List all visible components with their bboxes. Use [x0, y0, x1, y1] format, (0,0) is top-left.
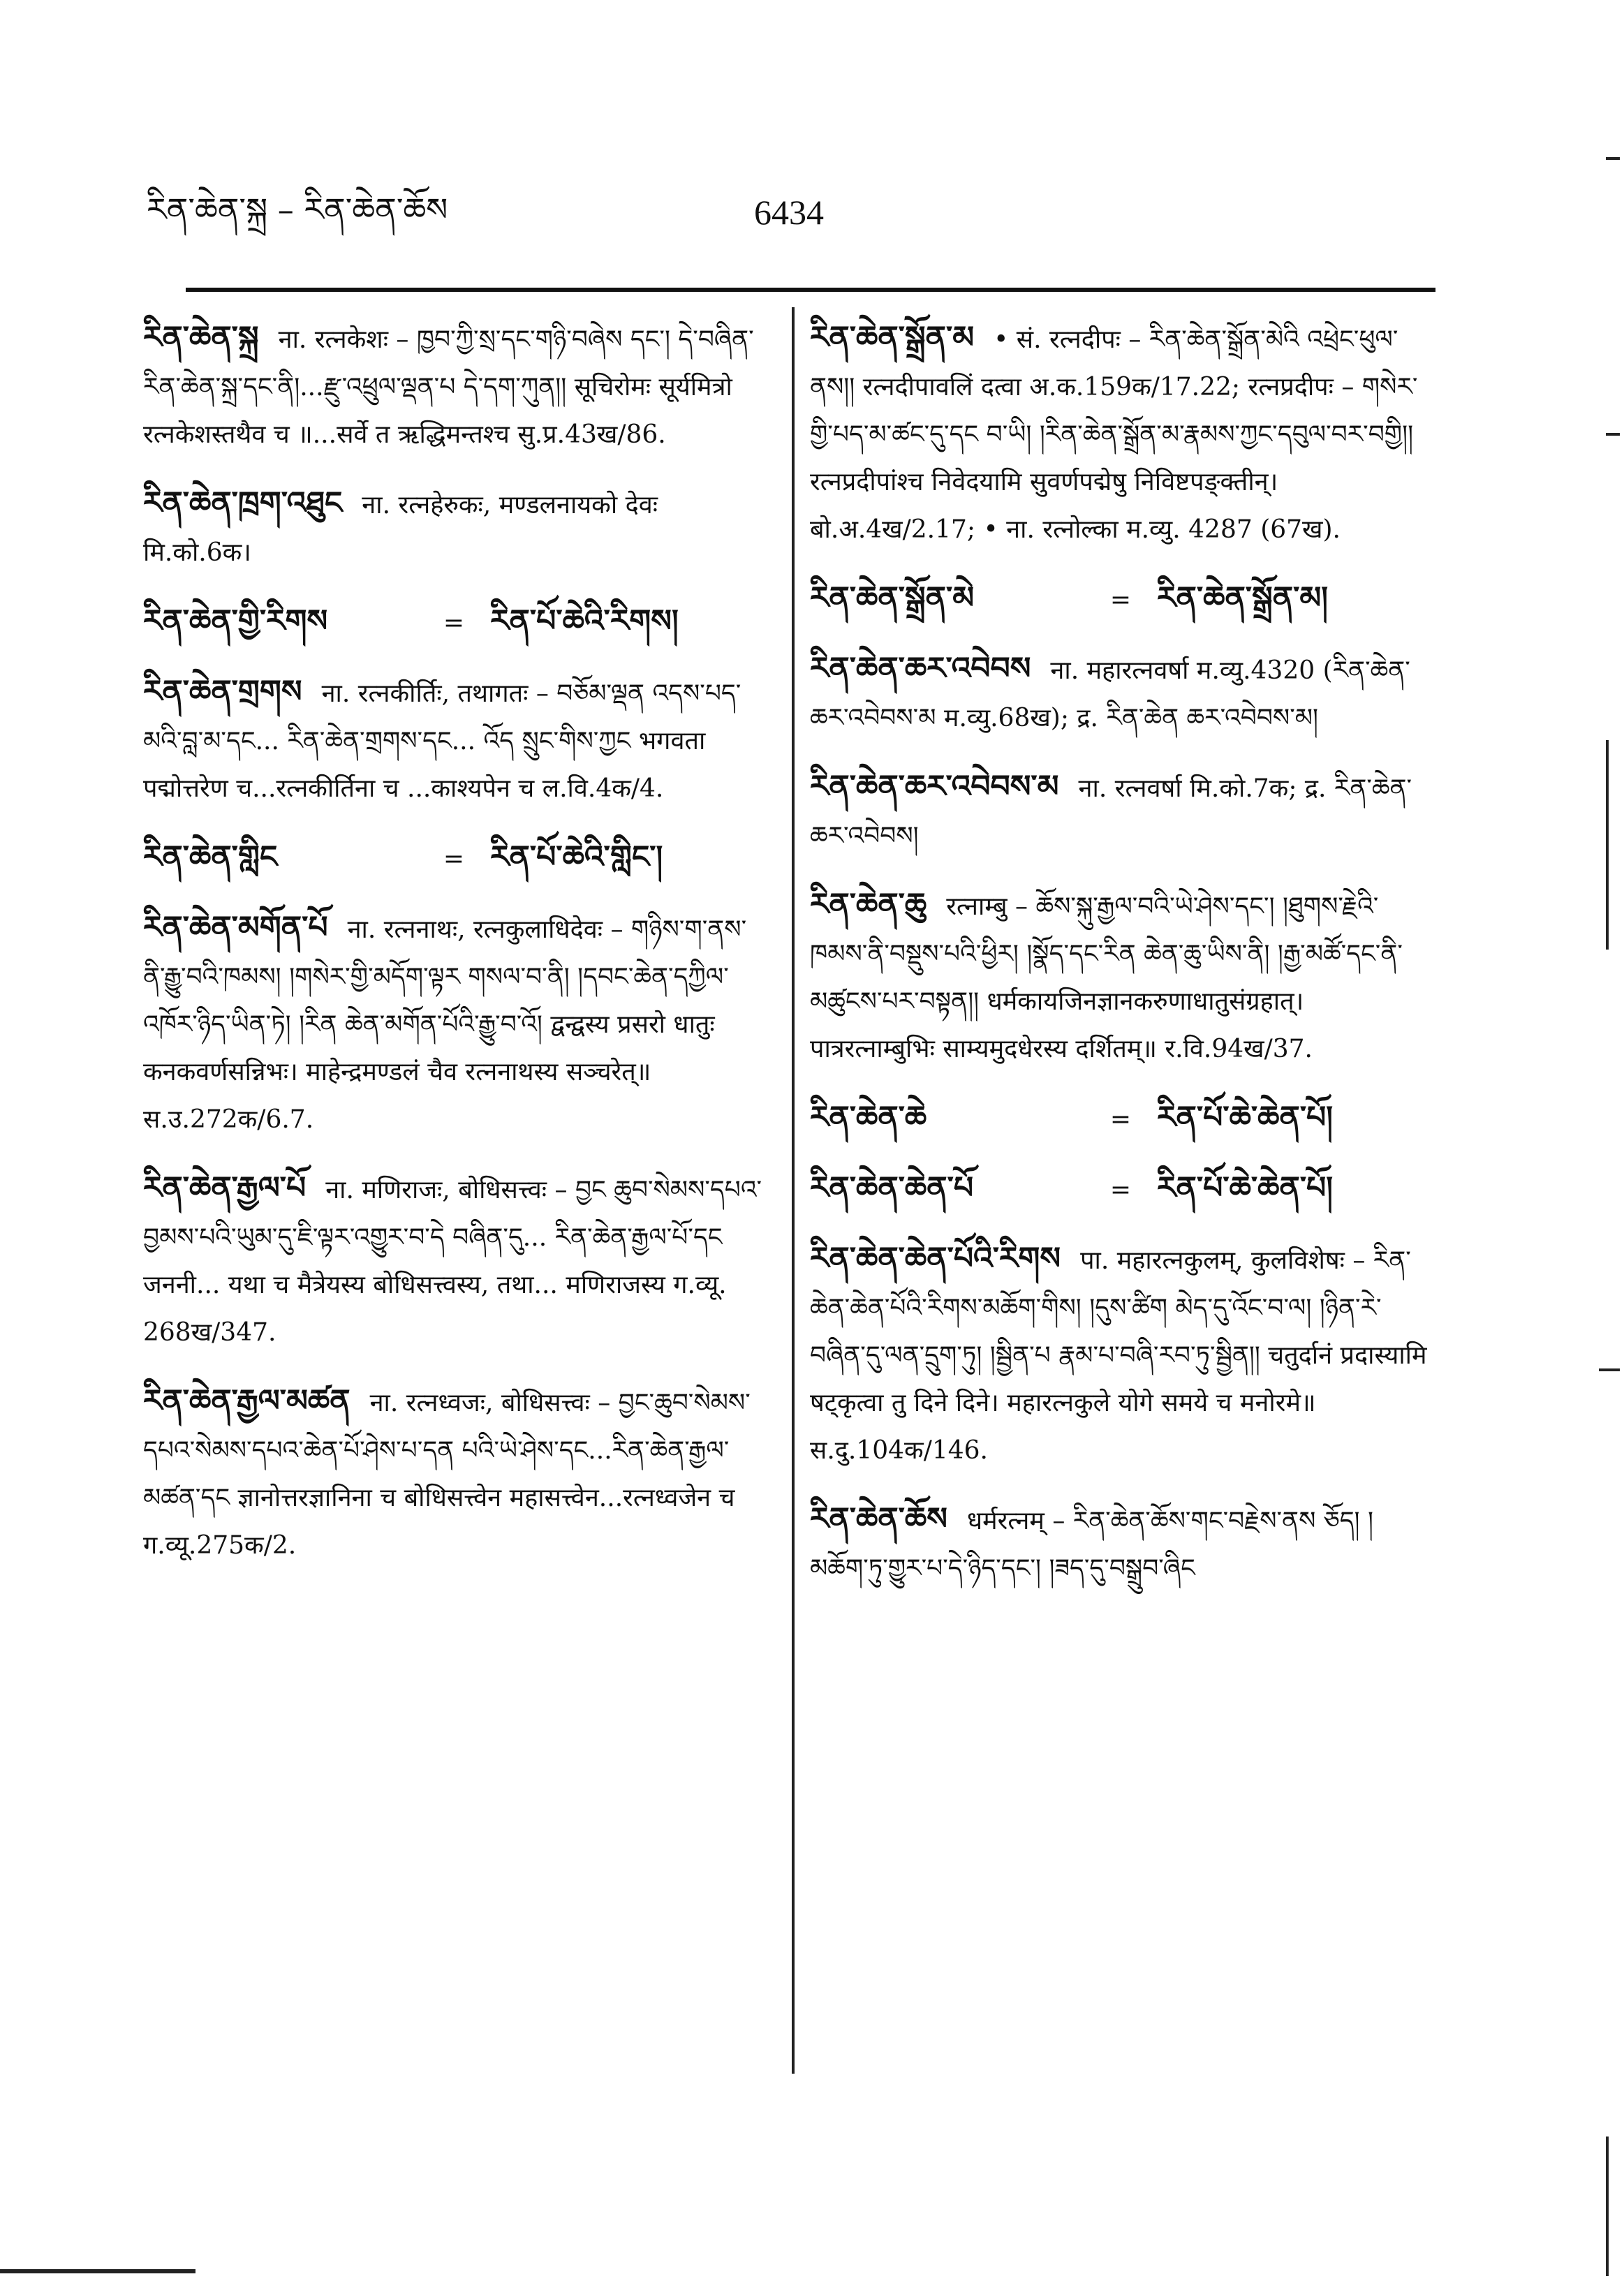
edge-mark-side [1606, 740, 1609, 950]
cross-reference-entry [810, 1165, 1431, 1214]
cross-reference-target: རིན་པོ་ཆེའི་རིགས། [490, 603, 679, 639]
definition: पा. महारत्नकुलम्, कुलविशेषः – རིན་ཆེན་ཆེན་པོའི་རིགས་མཆོག་གིས། །དུས་ཚིག མེད་དུ་འོང་བ་ལ། །ཉིན་རེ་བཞིན་དུ་ལན་དྲུག་ཏུ། །སྦྱིན་པ རྣམ་པ་བཞི་རབ་ཏུ་སྦྱིན།། चतुर्दानं प्रदास्यामि षट्कृत्वा तु दिने दिने। महारत्नकुले योगे समये च मनोरमे॥ स.दु.104क/146. [810, 1246, 1427, 1465]
cross-reference-entry [143, 598, 765, 647]
headword: རིན་ཆེན་གྱི་རིགས [143, 603, 328, 639]
definition: • सं. रत्नदीपः – རིན་ཆེན་སྒྲོན་མེའི འཕྲེང་ཕུལ་ནས།། रत्नदीपावलिं दत्वा अ.क.159क/17.22; रत्नप्रदीपः – གསེར་གྱི་པད་མ་ཚང་དུ་དང བ་ཡི། །རིན་ཆེན་སྒྲོན་མ་རྣམས་ཀྱང་དབུལ་བར་བགྱི།། रत्नप्रदीपांश्च निवेदयामि सुवर्णपद्मेषु निविष्टपङ्क्तीन्। बो.अ.4ख/2.17; • ना. रत्नोल्का म.व्यु. 4287 (67ख). [810, 325, 1418, 544]
headword: རིན་ཆེན་ཆུ [810, 887, 927, 922]
headword: རིན་ཆེན་ཆེན་པོ [810, 1170, 974, 1206]
definition: ना. रत्नकीर्तिः, तथागतः – བཅོམ་ལྡན འདས་པད་མའི་བླ་མ་དང... རིན་ཆེན་གྲགས་དང... འོད སྲུང་གིས་ཀྱང भगवता पद्मोत्तरेण च...रत्नकीर्तिना च ...काश्यपेन च ल.वि.4क/4. [143, 679, 741, 803]
headword: རིན་ཆེན་མགོན་པོ [143, 910, 328, 945]
dictionary-entry [810, 881, 1431, 1073]
right-column [810, 314, 1431, 1614]
cross-reference-target: རིན་ཆེན་སྒྲོན་མ། [1157, 580, 1328, 616]
definition: रत्नाम्बु – ཆོས་སྐུ་རྒྱལ་བའི་ཡེ་ཤེས་དང་། །ཐུགས་རྗེའི་ཁམས་ནི་བསྡུས་པའི་ཕྱིར། །སྣོད་དང་རིན ཆེན་ཆུ་ཡིས་ནི། །རྒྱ་མཚོ་དང་ནི་མཚུངས་པར་བསྟན།། धर्मकायजिनज्ञानकरुणाधातुसंग्रहात्। पात्ररत्नाम्बुभिः साम्यमुदधेरस्य दर्शितम्॥ र.वि.94ख/37. [810, 892, 1403, 1063]
definition: ना. महारत्नवर्षा म.व्यु.4320 (རིན་ཆེན་ཆར་འབེབས་མ म.व्यु.68ख); द्र. རིན་ཆེན ཆར་འབེབས་མ། [810, 656, 1410, 732]
headword: རིན་ཆེན་སྒྲོན་མ [810, 320, 975, 355]
headword: རིན་ཆེན་སྐྲ [143, 320, 259, 355]
headword: རིན་ཆེན་སྒྲོན་མེ [810, 580, 975, 616]
headword: རིན་ཆེན་གླིང [143, 839, 278, 875]
dictionary-entry [143, 904, 765, 1144]
definition: ना. रत्ननाथः, रत्नकुलाधिदेवः – གཉིས་ག་ནས་ནི་རྒྱུ་བའི་ཁམས། །གསེར་གྱི་མདོག་ལྟར གསལ་བ་ནི། །དབང་ཆེན་དཀྱིལ་འཁོར་ཉིད་ཡིན་ཏེ། །རིན ཆེན་མགོན་པོའི་རྒྱུ་བ་འོ། द्वन्द्वस्य प्रसरो धातुः कनकवर्णसन्निभः। माहेन्द्रमण्डलं चैव रत्ननाथस्य सञ्चरेत्॥ स.उ.272क/6.7. [143, 915, 747, 1134]
headword: རིན་ཆེན་ཆོས [810, 1501, 947, 1537]
definition: धर्मरत्नम् – རིན་ཆེན་ཆོས་གང་བརྗེས་ནས ཅོད། །མཆོག་ཏུ་གྱུར་པ་དེ་ཉིད་དང་། །ཟད་དུ་བསྒྲུབ་ཞིང [810, 1507, 1373, 1583]
bottom-rule [0, 2269, 195, 2273]
column-divider [792, 307, 795, 2074]
dictionary-entry [143, 1165, 765, 1357]
cross-reference-target: རིན་པོ་ཆེ་ཆེན་པོ། [1157, 1170, 1334, 1206]
equals-sign: = [1109, 586, 1132, 614]
dictionary-entry [143, 668, 765, 813]
headword: རིན་ཆེན་ཆར་འབེབས [810, 651, 1031, 686]
definition: ना. रत्नवर्षा मि.को.7क; द्र. རིན་ཆེན་ཆར་འབེབས། [810, 774, 1412, 850]
definition: ना. रत्नध्वजः, बोधिसत्त्वः – བྱང་ཆུབ་སེམས་དཔའ་སེམས་དཔའ་ཆེན་པོ་ཤེས་པ་དན པའི་ཡེ་ཤེས་དང...རིན་ཆེན་རྒྱལ་མཚན་དང ज्ञानोत्तरज्ञानिना च बोधिसत्त्वेन महासत्त्वेन...रत्नध्वजेन च ग.व्यू.275क/2. [143, 1389, 751, 1560]
equals-sign: = [443, 609, 465, 637]
definition: ना. रत्नहेरुकः, मण्डलनायको देवः मि.को.6क। [143, 491, 658, 567]
page-number: 6434 [754, 193, 824, 232]
cross-reference-entry [143, 834, 765, 883]
edge-mark-upper [1606, 433, 1620, 436]
cross-reference-target: རིན་པོ་ཆེ་ཆེན་པོ། [1157, 1100, 1334, 1135]
edge-mark-lower [1599, 1368, 1620, 1371]
dictionary-entry [810, 1496, 1431, 1593]
dictionary-entry [810, 645, 1431, 742]
page-header [147, 189, 1431, 258]
equals-sign: = [1109, 1176, 1132, 1204]
cross-reference-target: རིན་པོ་ཆེའི་གླིང་། [490, 839, 663, 875]
running-head: རིན་ཆེན་སྐྲ – རིན་ཆེན་ཆོས [147, 191, 448, 228]
edge-mark-top [1606, 157, 1620, 160]
headword: རིན་ཆེན་ཁྲག་འཐུང [143, 485, 343, 521]
headword: རིན་ཆེན་ཆར་འབེབས་མ [810, 769, 1059, 804]
headword: རིན་ཆེན་རྒྱལ་མཚན [143, 1383, 350, 1419]
cross-reference-entry [810, 575, 1431, 624]
dictionary-entry [810, 314, 1431, 554]
equals-sign: = [1109, 1105, 1132, 1134]
definition: ना. रत्नकेशः – ཁྱབ་ཀྱི་སྲ་དང་གཉི་བཞེས དང་། དེ་བཞིན་རིན་ཆེན་སྐྲ་དང་ནི།...རྫུ་འཕྲུལ་ལྡན་པ དེ་དག་ཀུན།། सूचिरोमः सूर्यमित्रो रत्नकेशस्तथैव च ॥...सर्वे त ऋद्धिमन्तश्च सु.प्र.43ख/86. [143, 325, 754, 449]
dictionary-entry [810, 763, 1431, 860]
left-column [143, 314, 765, 1591]
headword: རིན་ཆེན་རྒྱལ་པོ [143, 1170, 307, 1206]
dictionary-entry [143, 480, 765, 577]
headword: རིན་ཆེན་གྲགས [143, 674, 302, 709]
dictionary-entry [143, 1378, 765, 1570]
header-rule [186, 288, 1435, 292]
equals-sign: = [443, 845, 465, 873]
edge-mark-bottom [1606, 2137, 1609, 2276]
headword: རིན་ཆེན་ཆེ [810, 1100, 927, 1135]
dictionary-entry [143, 314, 765, 459]
dictionary-entry [810, 1235, 1431, 1475]
headword: རིན་ཆེན་ཆེན་པོའི་རིགས [810, 1241, 1061, 1276]
cross-reference-entry [810, 1094, 1431, 1144]
definition: ना. मणिराजः, बोधिसत्त्वः – བྱང ཆུབ་སེམས་དཔའ་བྱམས་པའི་ཡུམ་དུ་ཇི་ལྟར་འགྱུར་བ་དེ བཞིན་དུ... རིན་ཆེན་རྒྱལ་པོ་དང जननी... यथा च मैत्रेयस्य बोधिसत्त्वस्य, तथा... मणिराजस्य ग.व्यू. 268ख/347. [143, 1176, 762, 1347]
